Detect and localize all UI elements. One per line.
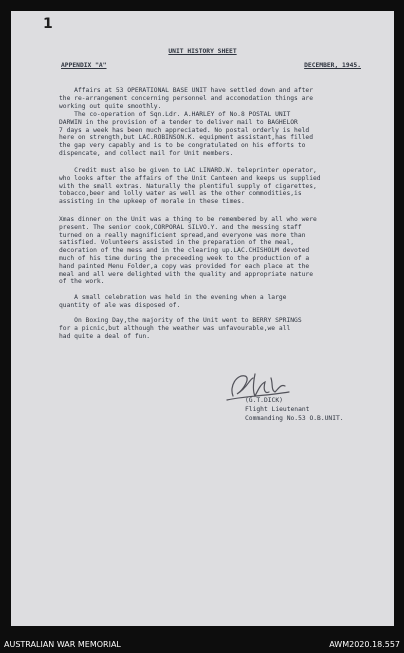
text-line: here on strength,but LAC.ROBINSON.K. equipment assistant,has filled — [59, 134, 314, 142]
text-line: DARWIN in the provision of a tender to deliver mail to BAGHELOR — [59, 118, 298, 126]
paragraph-3 — [59, 167, 379, 206]
text-line: 7 days a week has been much appreciated. No postal orderly is held — [59, 126, 310, 134]
text-line: the gap very capably and is to be congratulated on his efforts to — [59, 142, 306, 150]
text-line: assisting in the upkeep of morale in these times. — [59, 198, 245, 206]
text-line: Credit must also be given to LAC LINARD.W. teleprinter operator, — [59, 167, 317, 174]
text-line: working out quite smoothly. — [59, 102, 162, 110]
paragraph-6 — [59, 317, 379, 340]
text-line: tobacco,beer and lolly water as well as the other commodities,is — [59, 190, 302, 198]
text-line: had quite a deal of fun. — [59, 332, 150, 340]
text-line: present. The senior cook,CORPORAL SILVO.Y. and the messing staff — [59, 223, 302, 231]
text-line: meal and all were delighted with the quality and appropriate nature — [59, 270, 314, 278]
text-line: quantity of ale was disposed of. — [59, 301, 181, 309]
text-line: satisfied. Volunteers assisted in the preparation of the meal, — [59, 239, 295, 247]
footer-accession-number: AWM2020.18.557 — [329, 640, 400, 649]
text-line: much of his time during the preceeding week to the production of a — [59, 254, 310, 262]
page-number: 1 — [43, 16, 53, 32]
text-line: for a picnic,but although the weather was unfavourable,we all — [59, 324, 291, 332]
text-line: dispencate, and collect mail for Unit members. — [59, 149, 234, 157]
text-line: who looks after the affairs of the Unit Canteen and keeps us supplied — [59, 174, 321, 182]
document-date: DECEMBER, 1945. — [304, 62, 361, 69]
text-line: hand painted Menu Folder,a copy was provided for each place at the — [59, 262, 310, 270]
text-line: turned on a really magnificient spread,and everyone was more than — [59, 231, 306, 239]
archive-footer — [0, 636, 404, 653]
paragraph-4 — [59, 216, 379, 286]
text-line: the re-arrangement concerning personnel and accomodation things are — [59, 94, 314, 102]
appendix-label: APPENDIX "A" — [61, 62, 107, 69]
signer-name: (G.T.DICK) — [245, 397, 283, 404]
text-line: On Boxing Day,the majority of the Unit went to BERRY SPRINGS — [59, 317, 302, 324]
paragraph-1 — [59, 87, 379, 110]
text-line: of the work. — [59, 278, 105, 286]
document-title: UNIT HISTORY SHEET — [168, 48, 237, 55]
text-line: Affairs at 53 OPERATIONAL BASE UNIT have settled down and after — [59, 87, 314, 94]
footer-institution: AUSTRALIAN WAR MEMORIAL — [4, 640, 121, 649]
paragraph-2 — [59, 111, 379, 158]
paragraph-5 — [59, 294, 379, 310]
signer-rank: Flight Lieutenant — [245, 406, 310, 413]
signer-role: Commanding No.53 O.B.UNIT. — [245, 415, 344, 422]
document-page — [11, 11, 394, 626]
text-line: decoration of the mess and in the clearing up.LAC.CHISHOLM devoted — [59, 247, 310, 255]
text-line: with the small extras. Naturally the plentiful supply of cigarettes, — [59, 182, 317, 190]
text-line: A small celebration was held in the evening when a large — [59, 294, 287, 301]
text-line: The co-operation of Sqn.Ldr. A.HARLEY of No.8 POSTAL UNIT — [59, 111, 291, 118]
text-line: Xmas dinner on the Unit was a thing to be remembered by all who were — [59, 216, 317, 223]
